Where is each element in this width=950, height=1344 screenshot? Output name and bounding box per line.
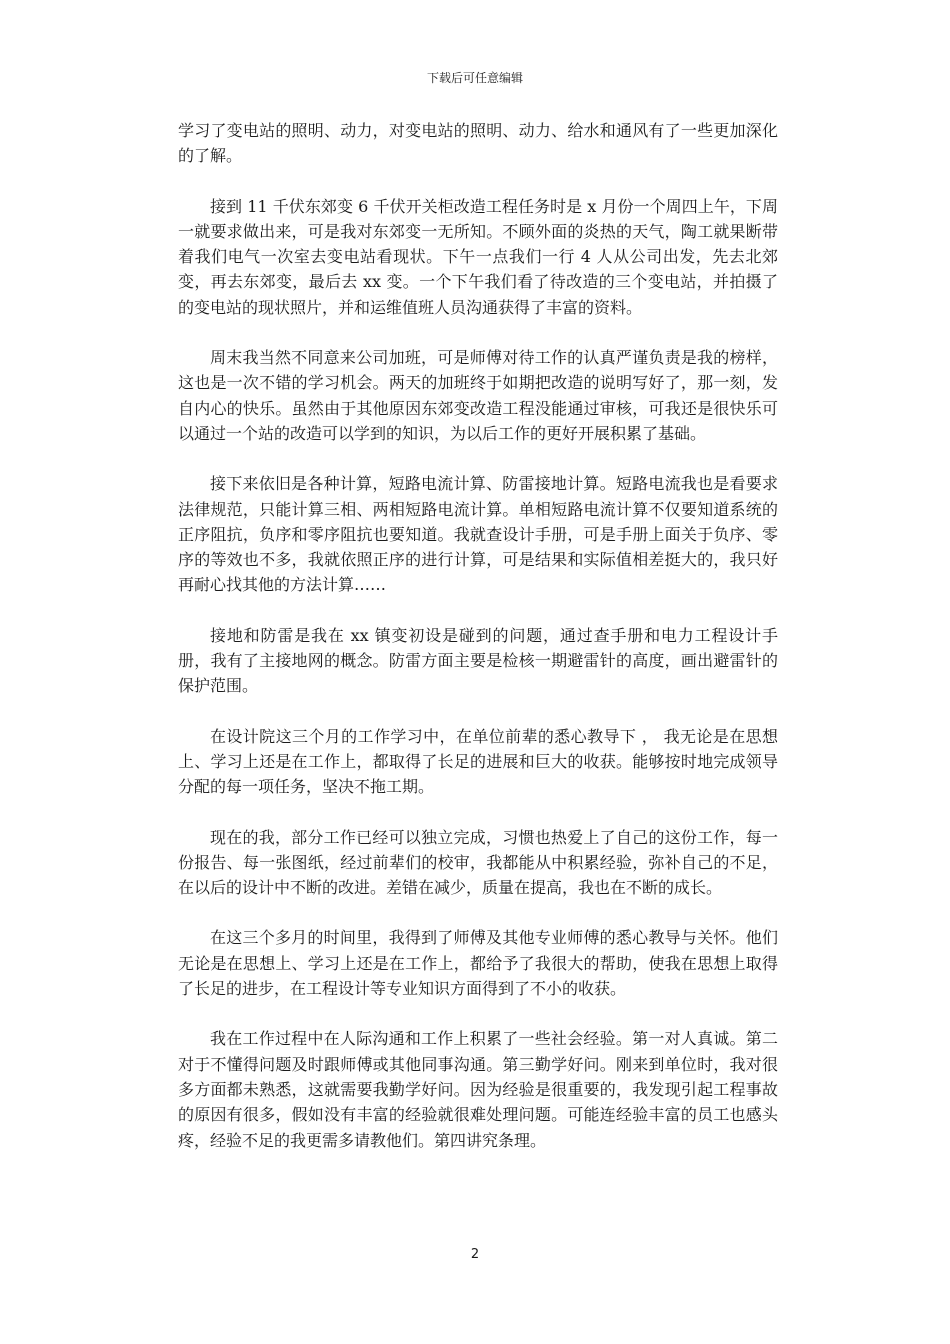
paragraph: 接地和防雷是我在 xx 镇变初设是碰到的问题，通过查手册和电力工程设计手册，我有了主接地网的概念。防雷方面主要是检核一期避雷针的高度，画出避雷针的保护范围。 [178, 625, 778, 696]
document-body [178, 118, 778, 1178]
page-number: 2 [470, 1247, 480, 1262]
paragraph: 我在工作过程中在人际沟通和工作上积累了一些社会经验。第一对人真诚。第二对于不懂得问题及时跟师傅或其他同事沟通。第三勤学好问。刚来到单位时，我对很多方面都未熟悉，这就需要我勤学好问。因为经验是很重要的，我发现引起工程事故的原因有很多，假如没有丰富的经验就很难处理问题。可能连经验丰富的员工也感头疼，经验不足的我更需多请教他们。第四讲究条理。 [178, 1029, 778, 1150]
paragraph: 接下来依旧是各种计算，短路电流计算、防雷接地计算。短路电流我也是看要求法律规范，只能计算三相、两相短路电流计算。单相短路电流计算不仅要知道系统的正序阻抗，负序和零序阻抗也要知道。我就查设计手册，可是手册上面关于负序、零序的等效也不多，我就依照正序的进行计算，可是结果和实际值相差挺大的，我只好再耐心找其他的方法计算…… [178, 474, 778, 595]
paragraph: 学习了变电站的照明、动力，对变电站的照明、动力、给水和通风有了一些更加深化的了解。 [178, 121, 778, 166]
paragraph: 现在的我，部分工作已经可以独立完成，习惯也热爱上了自己的这份工作，每一份报告、每一张图纸，经过前辈们的校审，我都能从中积累经验，弥补自己的不足，在以后的设计中不断的改进。差错在减少，质量在提高，我也在不断的成长。 [178, 827, 778, 898]
paragraph: 接到 11 千伏东郊变 6 千伏开关柜改造工程任务时是 x 月份一个周四上午，下周一就要求做出来，可是我对东郊变一无所知。不顾外面的炎热的天气，陶工就果断带着我们电气一次室去变电站看现状。下午一点我们一行 4 人从公司出发，先去北郊变，再去东郊变，最后去 xx 变。一个下午我们看了待改造的三个变电站，并拍摄了的变电站的现状照片，并和运维值班人员沟通获得了丰富的资料。 [178, 196, 778, 317]
paragraph: 周末我当然不同意来公司加班，可是师傅对待工作的认真严谨负责是我的榜样，这也是一次不错的学习机会。两天的加班终于如期把改造的说明写好了，那一刻，发自内心的快乐。虽然由于其他原因东郊变改造工程没能通过审核，可我还是很快乐可以通过一个站的改造可以学到的知识，为以后工作的更好开展积累了基础。 [178, 348, 778, 443]
paragraph: 在这三个多月的时间里，我得到了师傅及其他专业师傅的悉心教导与关怀。他们无论是在思想上、学习上还是在工作上，都给予了我很大的帮助，使我在思想上取得了长足的进步，在工程设计等专业知识方面得到了不小的收获。 [178, 928, 778, 999]
paragraph: 在设计院这三个月的工作学习中，在单位前辈的悉心教导下 ， 我无论是在思想上、学习上还是在工作上，都取得了长足的进展和巨大的收获。能够按时地完成领导分配的每一项任务，坚决不拖工期。 [178, 726, 778, 797]
page-header: 下载后可任意编辑 [426, 71, 523, 85]
